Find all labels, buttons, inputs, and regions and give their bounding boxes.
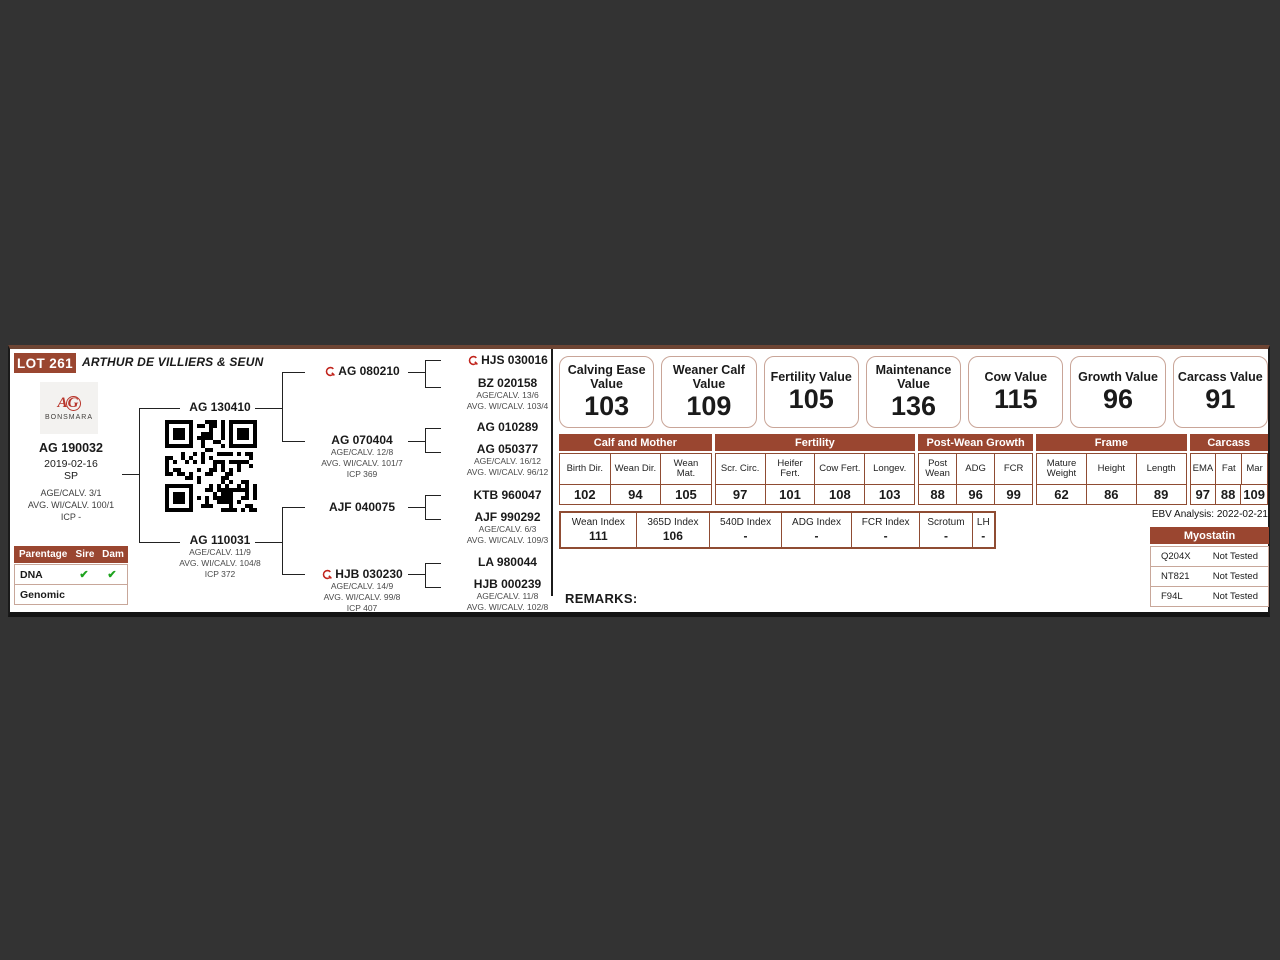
ebv-group-frame: Frame Mature Weight Height Length 62 86 89 bbox=[1036, 434, 1186, 505]
value-box-growth: Growth Value 96 bbox=[1070, 356, 1165, 428]
ebv-group-fertility: Fertility Scr. Circ. Heifer Fert. Cow Fert. Longev. 97 101 108 103 bbox=[715, 434, 915, 505]
myostatin-row: F94L Not Tested bbox=[1150, 586, 1269, 607]
pedigree-gen2-0: AG 080210 bbox=[292, 364, 432, 378]
pedigree-connector bbox=[139, 408, 140, 542]
pedigree-gen3-6: LA 980044 bbox=[478, 555, 537, 569]
ebv-group-post-wean-growth: Post-Wean Growth Post Wean ADG FCR 88 96 99 bbox=[918, 434, 1033, 505]
pedigree-gen2-2: AJF 040075 bbox=[328, 500, 396, 514]
pedigree-connector bbox=[282, 372, 305, 373]
pedigree-connector bbox=[282, 441, 305, 442]
parentage-row-genomic: Genomic bbox=[14, 584, 128, 605]
pedigree-connector bbox=[425, 452, 441, 453]
value-box-cow: Cow Value 115 bbox=[968, 356, 1063, 428]
catalog-card bbox=[8, 345, 1270, 617]
pedigree-connector bbox=[139, 408, 180, 409]
bonsmara-logo-text: BONSMARA bbox=[44, 413, 94, 421]
pedigree-gen3-0: HJS 030016 bbox=[440, 353, 575, 367]
breeder-name: ARTHUR DE VILLIERS & SEUN bbox=[82, 355, 264, 369]
lot-number: LOT 261 bbox=[16, 355, 74, 371]
pedigree-dam: AG 110031 AGE/CALV. 11/9 AVG. WI/CALV. 104/8 ICP 372 bbox=[150, 533, 290, 580]
pedigree-connector bbox=[408, 372, 425, 373]
index-540d: 540D Index - bbox=[710, 513, 782, 547]
value-box-calving-ease: Calving Ease Value 103 bbox=[559, 356, 654, 428]
subject-animal bbox=[10, 441, 132, 523]
pedigree-connector bbox=[255, 542, 282, 543]
pedigree-connector bbox=[425, 428, 426, 452]
pedigree-connector bbox=[425, 563, 426, 587]
pedigree-gen2-3: HJB 030230 AGE/CALV. 14/9 AVG. WI/CALV. 99/8 ICP 407 bbox=[292, 567, 432, 614]
pedigree-connector bbox=[408, 507, 425, 508]
parentage-dam-col: Dam bbox=[102, 549, 124, 560]
index-wean: Wean Index 111 bbox=[561, 513, 637, 547]
ebv-group-calf-and-mother: Calf and Mother Birth Dir. Wean Dir. Wean Mat. 102 94 105 bbox=[559, 434, 712, 505]
value-box-fertility: Fertility Value 105 bbox=[764, 356, 859, 428]
pedigree-connector bbox=[255, 408, 282, 409]
parentage-sire-col: Sire bbox=[75, 549, 95, 560]
parentage-title: Parentage bbox=[19, 549, 68, 560]
pedigree-connector bbox=[408, 574, 425, 575]
index-adg: ADG Index - bbox=[782, 513, 852, 547]
pedigree-connector bbox=[425, 360, 426, 387]
value-box-maintenance: Maintenance Value 136 bbox=[866, 356, 961, 428]
animal-avg-wi-calv: AVG. WI/CALV. 100/1 bbox=[27, 500, 115, 510]
breeding-value-row bbox=[559, 356, 1268, 428]
pedigree-gen3-3: AG 050377 AGE/CALV. 16/12 AVG. WI/CALV. 96/12 bbox=[466, 442, 549, 477]
myostatin-header: Myostatin bbox=[1150, 527, 1269, 544]
pedigree-connector bbox=[425, 495, 426, 519]
pedigree-gen3-5: AJF 990292 AGE/CALV. 6/3 AVG. WI/CALV. 109/3 bbox=[466, 510, 549, 545]
pedigree-connector bbox=[282, 507, 305, 508]
animal-status: SP bbox=[63, 470, 78, 482]
animal-icp: ICP - bbox=[60, 512, 82, 522]
value-box-carcass: Carcass Value 91 bbox=[1173, 356, 1268, 428]
pedigree-sire bbox=[150, 400, 290, 414]
qr-code bbox=[165, 420, 257, 512]
pedigree-gen3-2: AG 010289 bbox=[476, 420, 539, 434]
breed-emblem-icon bbox=[467, 355, 478, 366]
animal-birth-date: 2019-02-16 bbox=[44, 458, 98, 470]
pedigree-connector bbox=[425, 387, 441, 388]
index-lh: LH - bbox=[976, 517, 990, 543]
breed-emblem-icon bbox=[321, 569, 332, 580]
parentage-header bbox=[14, 546, 128, 563]
pedigree-gen3-4: KTB 960047 bbox=[473, 488, 542, 502]
dna-dam-check-icon: ✔ bbox=[107, 569, 117, 581]
dna-sire-check-icon: ✔ bbox=[79, 569, 89, 581]
pedigree-connector bbox=[425, 360, 441, 361]
pedigree-connector bbox=[282, 574, 305, 575]
ebv-analysis-date: EBV Analysis: 2022-02-21 bbox=[1151, 509, 1268, 520]
pedigree-connector bbox=[425, 428, 441, 429]
myostatin-row: Q204X Not Tested bbox=[1150, 546, 1269, 567]
index-365d: 365D Index 106 bbox=[637, 513, 710, 547]
pedigree-connector bbox=[282, 372, 283, 441]
parentage-table bbox=[14, 546, 128, 605]
breed-emblem-icon bbox=[324, 366, 335, 377]
myostatin-table bbox=[1150, 527, 1269, 607]
index-table bbox=[559, 511, 996, 549]
remarks-label: REMARKS: bbox=[565, 591, 638, 606]
ebv-group-carcass: Carcass EMA Fat Mar 97 88 109 bbox=[1190, 434, 1268, 505]
animal-age-calv: AGE/CALV. 3/1 bbox=[40, 488, 102, 498]
pedigree-gen2-1: AG 070404 AGE/CALV. 12/8 AVG. WI/CALV. 101/7 ICP 369 bbox=[321, 433, 403, 479]
pedigree-connector bbox=[282, 507, 283, 574]
bonsmara-logo-monogram: AG bbox=[57, 396, 80, 411]
myostatin-row: NT821 Not Tested bbox=[1150, 566, 1269, 587]
pedigree-connector bbox=[425, 495, 441, 496]
section-divider bbox=[551, 349, 553, 596]
pedigree-sire-id: AG 130410 bbox=[189, 400, 251, 414]
bonsmara-logo bbox=[40, 382, 98, 434]
pedigree-connector bbox=[122, 474, 139, 475]
pedigree-gen3-1: BZ 020158 AGE/CALV. 13/6 AVG. WI/CALV. 103/4 bbox=[466, 376, 549, 411]
lot-number-badge bbox=[14, 353, 76, 373]
animal-id: AG 190032 bbox=[39, 441, 103, 455]
pedigree-connector bbox=[139, 542, 180, 543]
pedigree-connector bbox=[425, 563, 441, 564]
pedigree-gen3-7: HJB 000239 AGE/CALV. 11/8 AVG. WI/CALV. 102/8 bbox=[466, 577, 549, 612]
pedigree-connector bbox=[425, 587, 441, 588]
pedigree-connector bbox=[425, 519, 441, 520]
pedigree-connector bbox=[408, 441, 425, 442]
pedigree-dam-id: AG 110031 bbox=[189, 533, 251, 547]
parentage-row-dna: DNA ✔ ✔ bbox=[14, 564, 128, 585]
index-scrotum: Scrotum - bbox=[920, 513, 972, 547]
index-fcr: FCR Index - bbox=[852, 513, 920, 547]
ebv-table bbox=[559, 434, 1268, 505]
value-box-weaner-calf: Weaner Calf Value 109 bbox=[661, 356, 756, 428]
